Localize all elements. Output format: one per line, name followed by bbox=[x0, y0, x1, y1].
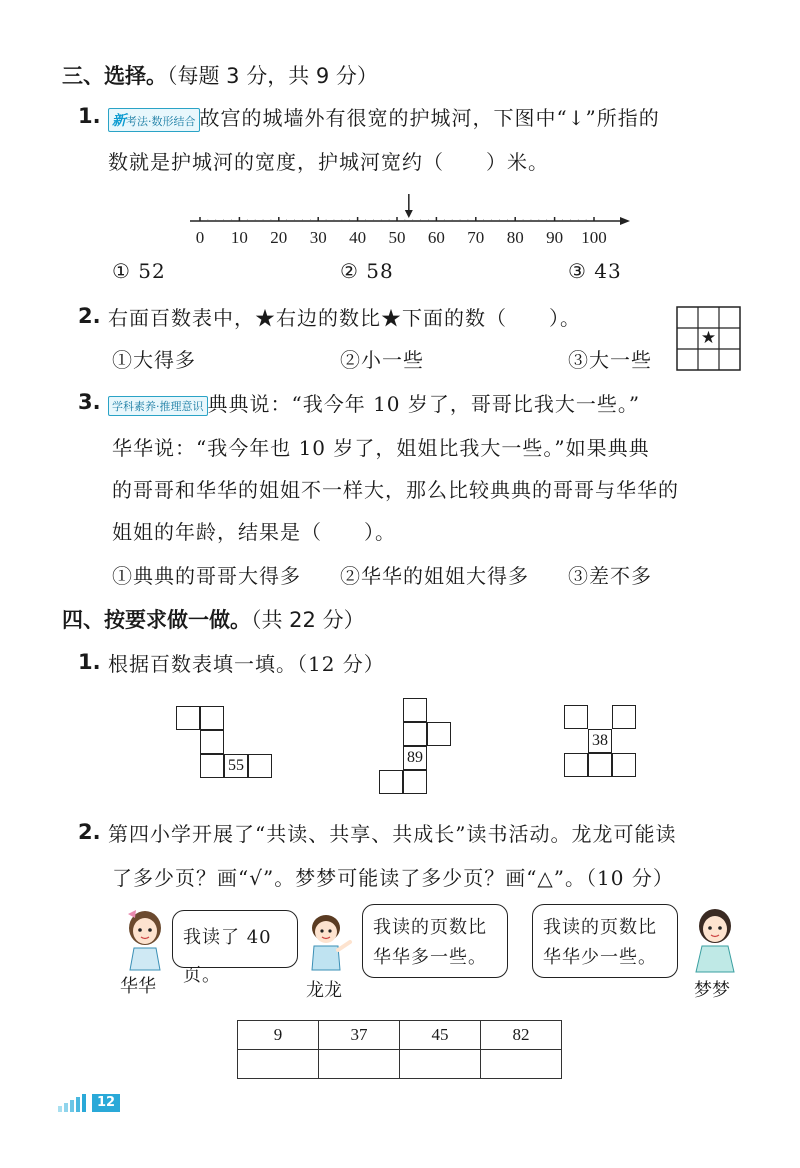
q3-3-line1-text: 典典说：“我今年 10 岁了，哥哥比我大一些。” bbox=[207, 392, 641, 416]
name-longlong: 龙龙 bbox=[306, 980, 342, 1001]
name-huahua: 华华 bbox=[120, 976, 156, 997]
new-tag-glyph: 新 bbox=[112, 112, 126, 129]
table-cell: 9 bbox=[238, 1021, 319, 1050]
table-row bbox=[238, 1050, 562, 1079]
chart-fragment-3 bbox=[564, 705, 638, 779]
table-cell: 82 bbox=[481, 1021, 562, 1050]
q3-2-option-1: ①大得多 bbox=[112, 348, 196, 372]
q3-3-option-3: ③差不多 bbox=[568, 564, 652, 588]
q3-2-option-2: ②小一些 bbox=[340, 348, 424, 372]
empty-cell bbox=[403, 722, 427, 746]
pointer-arrow-icon bbox=[405, 194, 413, 218]
q3-2-number: 2. bbox=[78, 304, 101, 328]
value-cell: 89 bbox=[403, 746, 427, 770]
answer-cell[interactable] bbox=[319, 1050, 400, 1079]
number-line-tick-label: 10 bbox=[230, 228, 248, 247]
name-mengmeng: 梦梦 bbox=[694, 980, 730, 1001]
value-cell: 55 bbox=[224, 754, 248, 778]
speech-bubble-mengmeng: 我读的页数比华华少一些。 bbox=[532, 904, 678, 978]
page-bars-icon bbox=[58, 1094, 92, 1112]
chart-fragment-1 bbox=[176, 706, 276, 782]
pages-table bbox=[237, 1020, 562, 1079]
number-line bbox=[180, 188, 640, 252]
q3-3-line4: 姐姐的年龄，结果是（ ）。 bbox=[112, 520, 396, 544]
q3-1-line1-text: 故宫的城墙外有很宽的护城河，下图中“↓”所指的 bbox=[199, 106, 660, 130]
hundred-chart-grid bbox=[676, 306, 742, 372]
section-3-title bbox=[62, 60, 378, 90]
empty-cell bbox=[200, 730, 224, 754]
table-cell: 45 bbox=[400, 1021, 481, 1050]
section-3-title-text: 三、选择。 bbox=[62, 64, 167, 88]
q4-2-number: 2. bbox=[78, 820, 101, 844]
empty-cell bbox=[200, 754, 224, 778]
section-3-points: （每题 3 分，共 9 分） bbox=[167, 64, 378, 88]
q3-1-option-3: ③ 43 bbox=[568, 259, 622, 283]
answer-cell[interactable] bbox=[481, 1050, 562, 1079]
q3-3-line1 bbox=[108, 388, 640, 417]
q3-1-option-1: ① 52 bbox=[112, 259, 166, 283]
q3-3-number: 3. bbox=[78, 390, 101, 414]
star-icon: ★ bbox=[700, 328, 717, 348]
q4-2-line2: 了多少页？画“√”。梦梦可能读了多少页？画“△”。（10 分） bbox=[112, 866, 674, 890]
q3-2-option-3: ③大一些 bbox=[568, 348, 652, 372]
section-4-title bbox=[62, 604, 365, 634]
empty-cell bbox=[200, 706, 224, 730]
empty-cell bbox=[427, 722, 451, 746]
number-line-tick-label: 70 bbox=[467, 228, 485, 247]
chart-fragment-2 bbox=[379, 698, 455, 798]
empty-cell bbox=[612, 705, 636, 729]
q4-1-text: 根据百数表填一填。（12 分） bbox=[108, 652, 385, 676]
empty-cell bbox=[403, 770, 427, 794]
number-line-tick-label: 20 bbox=[270, 228, 288, 247]
number-line-arrowhead bbox=[620, 217, 630, 225]
q3-1-line1 bbox=[108, 102, 660, 132]
empty-cell bbox=[379, 770, 403, 794]
girl-huahua-icon bbox=[118, 904, 172, 976]
number-line-tick-label: 40 bbox=[349, 228, 367, 247]
empty-cell bbox=[403, 698, 427, 722]
new-tag-label: 考法·数形结合 bbox=[126, 114, 196, 128]
q3-1-option-2: ② 58 bbox=[340, 259, 394, 283]
speech-bubble-longlong: 我读的页数比华华多一些。 bbox=[362, 904, 508, 978]
table-row bbox=[238, 1021, 562, 1050]
number-line-tick-label: 30 bbox=[309, 228, 327, 247]
number-line-tick-label: 60 bbox=[427, 228, 445, 247]
girl-mengmeng-icon bbox=[688, 902, 742, 976]
empty-cell bbox=[564, 753, 588, 777]
answer-cell[interactable] bbox=[238, 1050, 319, 1079]
speech-bubble-huahua: 我读了 40 页。 bbox=[172, 910, 298, 968]
number-line-tick-label: 0 bbox=[195, 228, 205, 247]
empty-cell bbox=[612, 753, 636, 777]
q3-3-option-1: ①典典的哥哥大得多 bbox=[112, 564, 301, 588]
table-cell: 37 bbox=[319, 1021, 400, 1050]
empty-cell bbox=[248, 754, 272, 778]
number-line-tick-label: 50 bbox=[388, 228, 406, 247]
q3-3-option-2: ②华华的姐姐大得多 bbox=[340, 564, 529, 588]
page-number: 12 bbox=[92, 1094, 120, 1112]
q3-3-line3: 的哥哥和华华的姐姐不一样大，那么比较典典的哥哥与华华的 bbox=[112, 478, 679, 502]
section-4-points: （共 22 分） bbox=[251, 608, 365, 632]
q3-1-line2: 数就是护城河的宽度，护城河宽约（ ）米。 bbox=[108, 150, 549, 174]
q3-1-number: 1. bbox=[78, 104, 101, 128]
literacy-tag: 学科素养·推理意识 bbox=[108, 396, 208, 416]
q3-2-text: 右面百数表中，★右边的数比★下面的数（ ）。 bbox=[108, 306, 581, 330]
q3-3-line2: 华华说：“我今年也 10 岁了，姐姐比我大一些。”如果典典 bbox=[112, 436, 650, 460]
number-line-tick-label: 90 bbox=[546, 228, 564, 247]
q4-2-line1: 第四小学开展了“共读、共享、共成长”读书活动。龙龙可能读 bbox=[108, 822, 677, 846]
number-line-tick-label: 80 bbox=[506, 228, 524, 247]
q4-1-number: 1. bbox=[78, 650, 101, 674]
empty-cell bbox=[564, 705, 588, 729]
empty-cell bbox=[176, 706, 200, 730]
empty-cell bbox=[588, 753, 612, 777]
section-4-title-text: 四、按要求做一做。 bbox=[62, 608, 251, 632]
number-line-tick-label: 100 bbox=[581, 228, 607, 247]
new-method-tag bbox=[108, 108, 200, 132]
answer-cell[interactable] bbox=[400, 1050, 481, 1079]
value-cell: 38 bbox=[588, 729, 612, 753]
boy-longlong-icon bbox=[302, 906, 356, 976]
